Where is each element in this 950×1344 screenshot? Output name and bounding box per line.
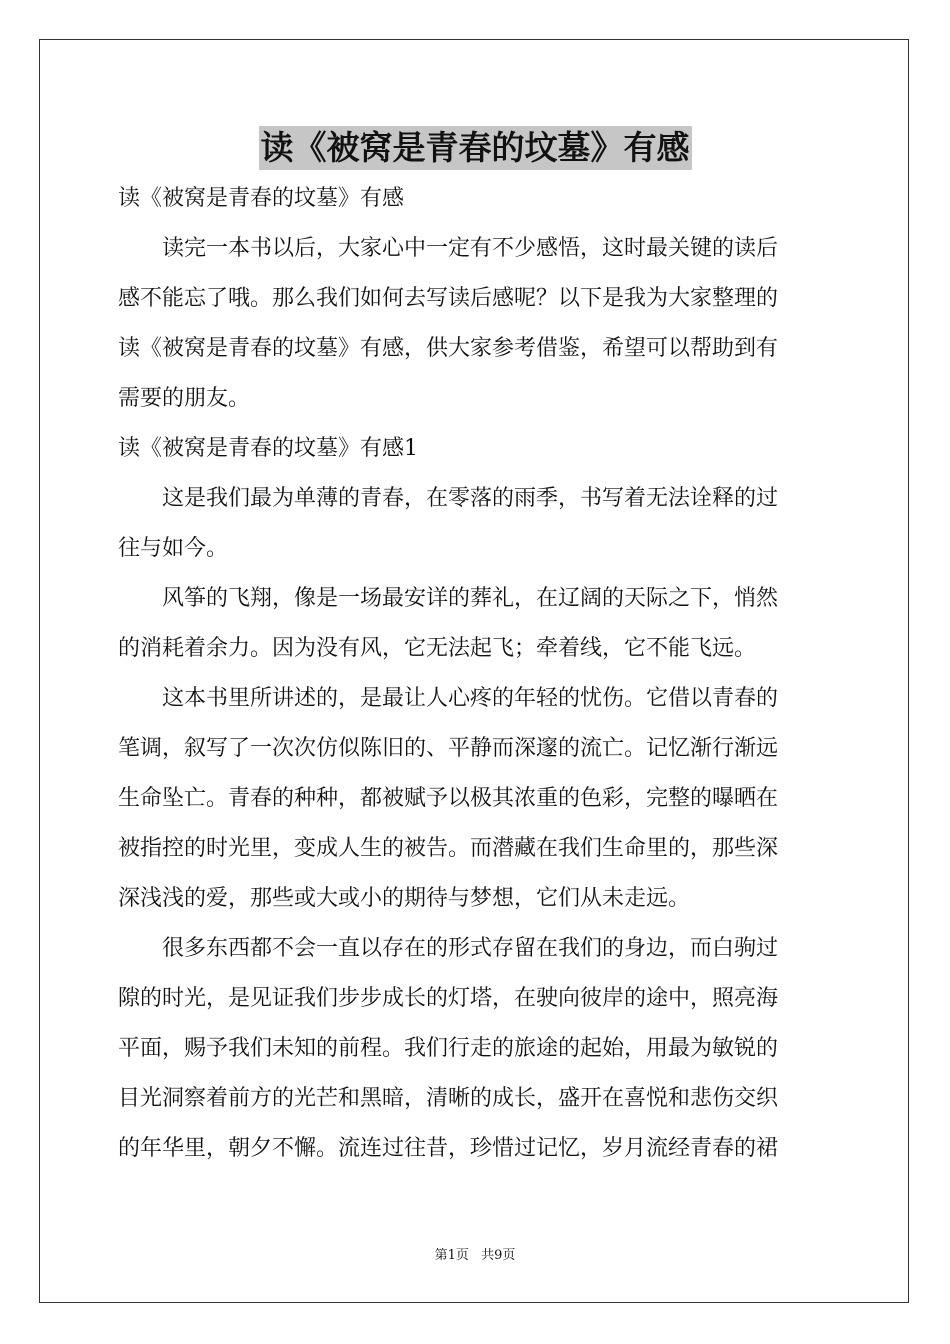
page-number-total: 共9页 xyxy=(481,1248,516,1263)
page-title: 读《被窝是青春的坟墓》有感 xyxy=(259,126,692,170)
text-line: 的年华里，朝夕不懈。流连过往昔，珍惜过记忆，岁月流经青春的裙 xyxy=(118,1136,779,1161)
text-line: 笔调，叙写了一次次仿似陈旧的、平静而深邃的流亡。记忆渐行渐远 xyxy=(118,736,779,761)
section-heading: 读《被窝是青春的坟墓》有感1 xyxy=(118,436,418,461)
text-line: 平面，赐予我们未知的前程。我们行走的旅途的起始，用最为敏锐的 xyxy=(118,1036,779,1061)
text-line: 读完一本书以后，大家心中一定有不少感悟，这时最关键的读后 xyxy=(118,236,779,261)
text-line: 目光洞察着前方的光芒和黑暗，清晰的成长，盛开在喜悦和悲伤交织 xyxy=(118,1086,779,1111)
page-footer xyxy=(0,1246,950,1266)
text-line: 需要的朋友。 xyxy=(118,386,251,411)
text-line: 深浅浅的爱，那些或大或小的期待与梦想，它们从未走远。 xyxy=(118,886,691,911)
text-line: 这本书里所讲述的，是最让人心疼的年轻的忧伤。它借以青春的 xyxy=(118,686,779,711)
text-line: 被指控的时光里，变成人生的被告。而潜藏在我们生命里的，那些深 xyxy=(118,836,779,861)
text-line: 风筝的飞翔，像是一场最安详的葬礼，在辽阔的天际之下，悄然 xyxy=(118,586,779,611)
page-number-current: 第1页 xyxy=(434,1248,469,1263)
text-line: 的消耗着余力。因为没有风，它无法起飞；牵着线，它不能飞远。 xyxy=(118,636,757,661)
title-wrap xyxy=(0,126,950,170)
text-line: 生命坠亡。青春的种种，都被赋予以极其浓重的色彩，完整的曝晒在 xyxy=(118,786,779,811)
text-line: 很多东西都不会一直以存在的形式存留在我们的身边，而白驹过 xyxy=(118,936,779,961)
text-line: 往与如今。 xyxy=(118,536,229,561)
document-body xyxy=(118,174,834,1174)
document-subtitle: 读《被窝是青春的坟墓》有感 xyxy=(118,186,405,211)
text-line: 感不能忘了哦。那么我们如何去写读后感呢？以下是我为大家整理的 xyxy=(118,286,779,311)
text-line: 这是我们最为单薄的青春，在零落的雨季，书写着无法诠释的过 xyxy=(118,486,779,511)
text-line: 隙的时光，是见证我们步步成长的灯塔，在驶向彼岸的途中，照亮海 xyxy=(118,986,779,1011)
text-line: 读《被窝是青春的坟墓》有感，供大家参考借鉴，希望可以帮助到有 xyxy=(118,336,779,361)
